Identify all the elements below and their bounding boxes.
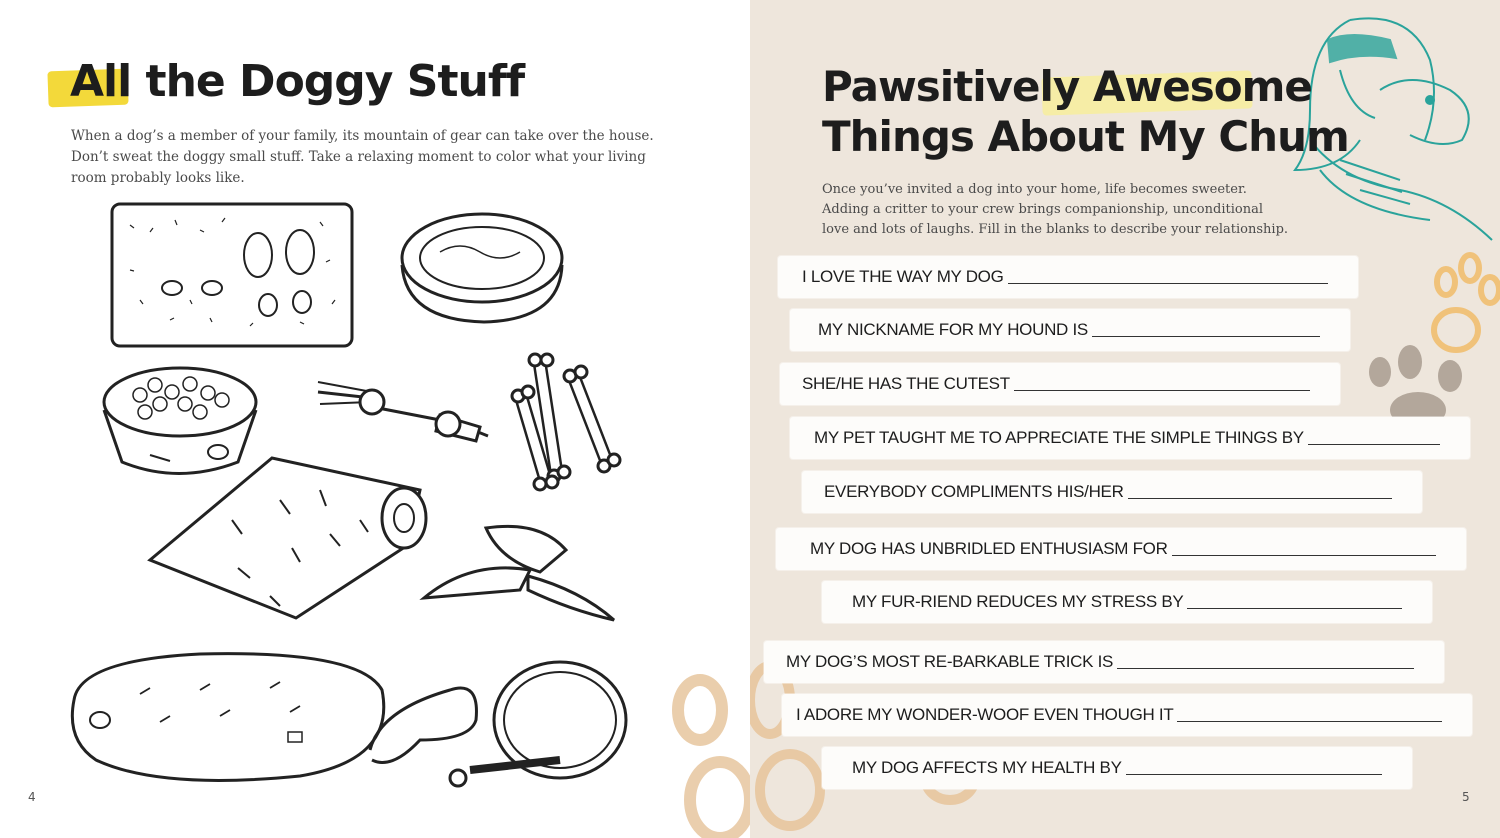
- prompt-label: MY DOG AFFECTS MY HEALTH BY: [852, 758, 1122, 777]
- prompt-row-1[interactable]: [778, 256, 1358, 298]
- prompt-row-6[interactable]: [776, 528, 1466, 570]
- prompt-label: SHE/HE HAS THE CUTEST: [802, 374, 1010, 393]
- doormat-illustration: [112, 204, 352, 346]
- prompt-row-10[interactable]: [822, 747, 1412, 789]
- fill-in-blank[interactable]: [1128, 486, 1392, 499]
- leash-illustration: [370, 662, 626, 786]
- intro-text-left: When a dog’s a member of your family, its mountain of gear can take over the house. Don’t sweat the doggy small stuff. Take a relaxing moment to color what your living room probably looks like.: [71, 128, 654, 186]
- page-number-right: 5: [1462, 790, 1470, 804]
- paw-print-decoration-gray: [1369, 345, 1462, 428]
- prompt-row-3[interactable]: [780, 363, 1340, 405]
- fill-in-blank[interactable]: [1117, 656, 1414, 669]
- prompt-label: MY PET TAUGHT ME TO APPRECIATE THE SIMPLE THINGS BY: [814, 428, 1304, 447]
- dog-bed-illustration: [72, 654, 383, 781]
- page-number-left: 4: [28, 790, 36, 804]
- prompt-label: I ADORE MY WONDER-WOOF EVEN THOUGH IT: [796, 705, 1174, 724]
- rope-toy-illustration: [318, 382, 488, 441]
- prompt-row-7[interactable]: [822, 581, 1432, 623]
- page-title-left: All the Doggy Stuff: [70, 56, 525, 107]
- fill-in-blank[interactable]: [1008, 271, 1328, 284]
- water-bowl-illustration: [402, 214, 562, 322]
- page-title-right: [822, 62, 1349, 162]
- fill-in-blank[interactable]: [1177, 709, 1442, 722]
- title-line-2: Things About My Chum: [822, 112, 1349, 161]
- paw-print-decoration-left: [678, 680, 750, 838]
- paw-print-decoration-peach: [750, 666, 974, 826]
- right-page: [750, 0, 1500, 838]
- prompt-label: MY DOG’S MOST RE-BARKABLE TRICK IS: [786, 652, 1114, 671]
- prompt-row-4[interactable]: [790, 417, 1470, 459]
- intro-text-right: Once you’ve invited a dog into your home, life becomes sweeter. Adding a critter to your crew brings companionship, unconditional love and lots of laughs. Fill in the blanks to describe your relationship.: [822, 182, 1289, 237]
- prompt-row-2[interactable]: [790, 309, 1350, 351]
- paw-print-decoration-orange: [1434, 255, 1499, 350]
- prompt-label: MY DOG HAS UNBRIDLED ENTHUSIASM FOR: [810, 539, 1168, 558]
- prompt-label: EVERYBODY COMPLIMENTS HIS/HER: [824, 482, 1124, 501]
- fill-in-blank[interactable]: [1126, 762, 1382, 775]
- prompt-row-5[interactable]: [802, 471, 1422, 513]
- bones-illustration: [512, 354, 620, 490]
- food-bowl-illustration: [104, 368, 256, 474]
- fill-in-blank[interactable]: [1092, 324, 1320, 337]
- prompt-row-8[interactable]: [764, 641, 1444, 683]
- title-line-1: Pawsitively Awesome: [822, 62, 1312, 111]
- prompt-label: I LOVE THE WAY MY DOG: [802, 267, 1004, 286]
- plush-toy-illustration: [424, 526, 614, 620]
- prompt-label: MY FUR-RIEND REDUCES MY STRESS BY: [852, 592, 1184, 611]
- fill-in-blank[interactable]: [1014, 378, 1310, 391]
- prompt-label: MY NICKNAME FOR MY HOUND IS: [818, 320, 1088, 339]
- blanket-illustration: [150, 458, 426, 618]
- fill-in-blank[interactable]: [1187, 596, 1402, 609]
- fill-in-blank[interactable]: [1308, 432, 1440, 445]
- fill-in-blank[interactable]: [1172, 543, 1436, 556]
- prompt-row-9[interactable]: [782, 694, 1472, 736]
